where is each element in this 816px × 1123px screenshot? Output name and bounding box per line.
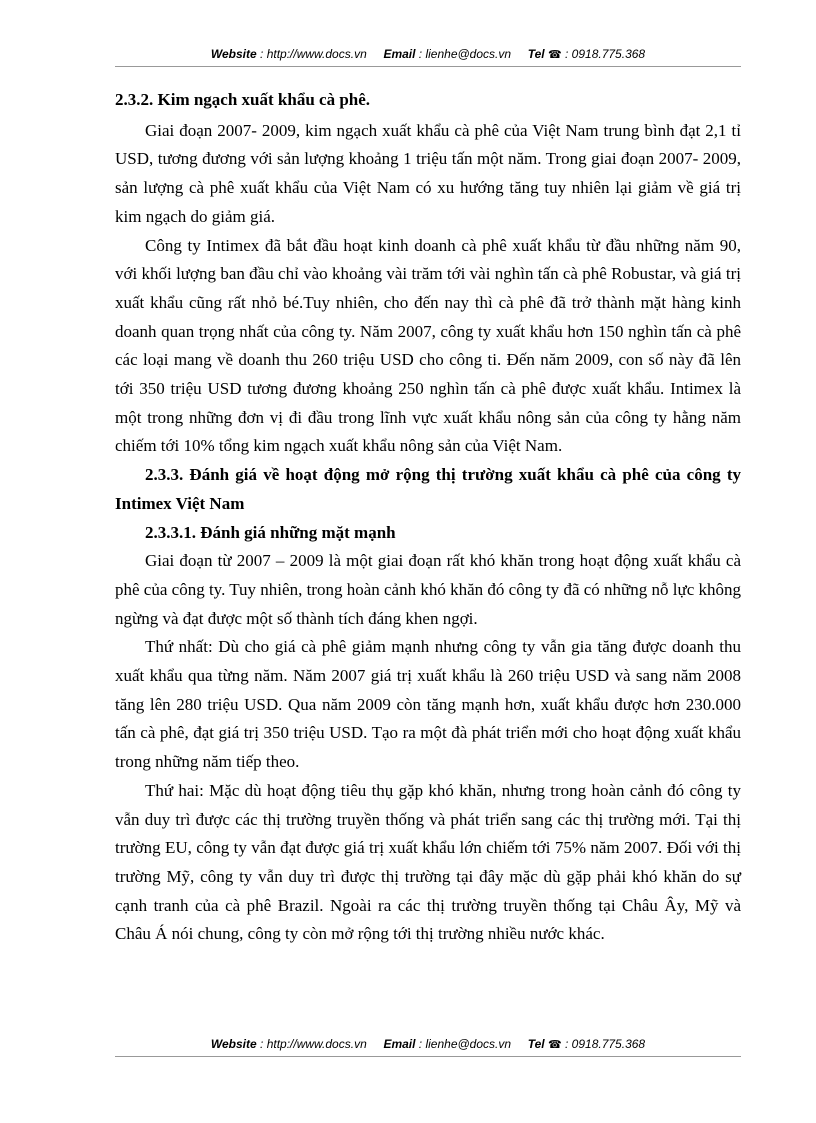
header-website-link[interactable]: : http://www.docs.vn: [260, 47, 367, 61]
paragraph-3: Giai đoạn từ 2007 – 2009 là một giai đoạn rất khó khăn trong hoạt động xuất khẩu cà phê của công ty. Tuy nhiên, trong hoàn cảnh khó khăn đó công ty đã có những nỗ lực không ngừng và đạt được một số thành tích đáng khen ngợi.: [115, 551, 741, 628]
document-body: [115, 86, 741, 949]
footer-website-link[interactable]: : http://www.docs.vn: [260, 1037, 367, 1051]
header-website-label: Website: [210, 47, 257, 61]
header-email-label: Email: [383, 47, 416, 61]
paragraph-1: Giai đoạn 2007- 2009, kim ngạch xuất khẩu cà phê của Việt Nam trung bình đạt 2,1 tỉ USD, tương đương với sản lượng khoảng 1 triệu tấn một năm. Trong giai đoạn 2007- 2009, sản lượng cà phê xuất khẩu của Việt Nam có xu hướng tăng tuy nhiên lại giảm về giá trị kim ngạch do giảm giá.: [115, 120, 741, 226]
section-heading-2-3-3-1: 2.3.3.1. Đánh giá những mặt mạnh: [145, 522, 396, 542]
paragraph-5: Thứ hai: Mặc dù hoạt động tiêu thụ gặp khó khăn, nhưng trong hoàn cảnh đó công ty vẫn duy trì được các thị trường truyền thống và phát triển sang các thị trường mới. Tại thị trường EU, công ty vẫn đạt được giá trị xuất khẩu lớn chiếm tới 75% năm 2007. Đối với thị trường Mỹ, công ty vẫn duy trì được thị trường tại đây mặc dù gặp phải khó khăn do sự cạnh tranh của cà phê Brazil. Ngoài ra các thị trường truyền thống tại Châu Ây, Mỹ và Châu Á nói chung, công ty còn mở rộng tới thị trường nhiều nước khác.: [115, 780, 741, 944]
footer-tel-label: Tel: [527, 1037, 545, 1051]
footer-tel-value: : 0918.775.368: [565, 1037, 646, 1051]
header-email-link[interactable]: : lienhe@docs.vn: [418, 47, 512, 61]
phone-icon: ☎: [547, 49, 562, 61]
page-footer: [115, 1036, 741, 1057]
footer-email-label: Email: [383, 1037, 416, 1051]
section-heading-2-3-3: 2.3.3. Đánh giá về hoạt động mở rộng thị trường xuất khẩu cà phê của công ty Intimex Việt Nam: [115, 465, 741, 513]
paragraph-4: Thứ nhất: Dù cho giá cà phê giảm mạnh nhưng công ty vẫn gia tăng được doanh thu xuất khẩu qua từng năm. Năm 2007 giá trị xuất khẩu là 260 triệu USD và sang năm 2008 tăng lên 280 triệu USD. Qua năm 2009 còn tăng mạnh hơn, xuất khẩu được hơn 230.000 tấn cà phê, đạt giá trị 350 triệu USD. Tạo ra một đà phát triển mới cho hoạt động xuất khẩu trong những năm tiếp theo.: [115, 637, 741, 772]
paragraph-2: Công ty Intimex đã bắt đầu hoạt kinh doanh cà phê xuất khẩu từ đầu những năm 90, với khối lượng ban đầu chỉ vào khoảng vài trăm tới vài nghìn tấn cà phê Robustar, và giá trị xuất khẩu cũng rất nhỏ bé.Tuy nhiên, cho đến nay thì cà phê đã trở thành mặt hàng kinh doanh quan trọng nhất của công ty. Năm 2007, công ty xuất khẩu hơn 150 nghìn tấn cà phê các loại mang về doanh thu 260 triệu USD cho công ti. Đến năm 2009, con số này đã lên tới 350 triệu USD tương đương khoảng 250 nghìn tấn cà phê được xuất khẩu. Intimex là một trong những đơn vị đi đầu trong lĩnh vực xuất khẩu nông sản của công ty hằng năm chiếm tới 10% tổng kim ngạch xuất khẩu nông sản của Việt Nam.: [115, 235, 741, 456]
page-header: [115, 46, 741, 67]
header-tel-value: : 0918.775.368: [565, 47, 646, 61]
section-heading-2-3-2: 2.3.2. Kim ngạch xuất khẩu cà phê.: [115, 90, 371, 109]
header-tel-label: Tel: [527, 47, 545, 61]
footer-website-label: Website: [210, 1037, 257, 1051]
phone-icon: ☎: [547, 1039, 562, 1051]
footer-email-link[interactable]: : lienhe@docs.vn: [418, 1037, 512, 1051]
